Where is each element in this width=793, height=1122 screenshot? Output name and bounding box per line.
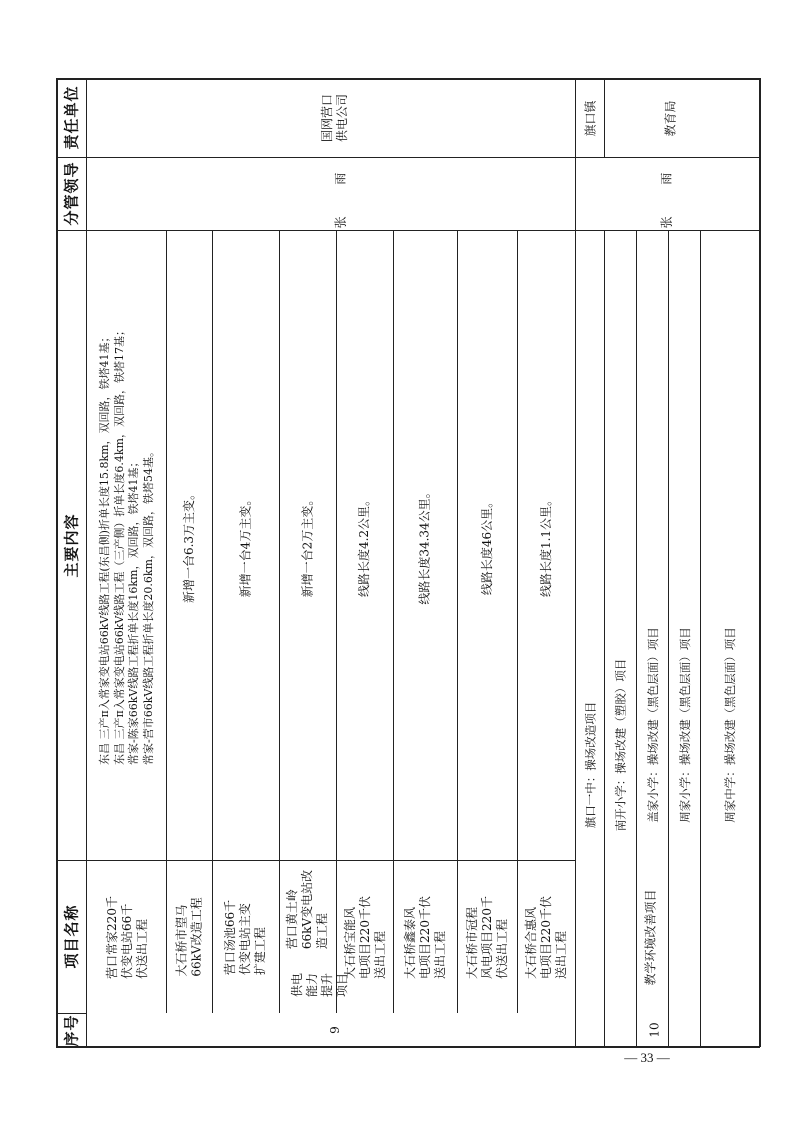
row9-item-6-content: 线路长度34.34公里。 (418, 485, 433, 605)
row10-unit-qikouzhen: 旗口镇 (583, 99, 598, 137)
row9-item-4-name: 营口黄土岭 66kV变电站改 造工程 (285, 869, 330, 950)
header-unit: 责任单位 (62, 85, 81, 150)
row9-item-1-content: 东昌 三产π入常家变电站66kV线路工程(东昌侧)折单长度15.8km，双回路，铁塔41基； 东昌 三产π入常家变电站66kV线路工程（三产侧）折单长度6.4km，双回路，铁塔17基； 常家-陈家66kV线路工程折单长度16km，双回路，铁塔41基； 常家-营市66kV线路工程折单长度20.6km，双回路，铁塔54基。 (98, 325, 155, 765)
page-number: — 33 — (624, 1050, 670, 1065)
row10-seq: 10 (648, 1022, 662, 1038)
row9-item-4-content: 新增一台2万主变。 (300, 493, 315, 597)
row10-item-4: 周家小学：操场改建（黑色层面）项目 (677, 627, 692, 823)
row10-item-5: 周家中学：操场改建（黑色层面）项目 (723, 627, 737, 823)
row10-item-2: 南开小学：操场改建（塑胶）项目 (613, 658, 628, 832)
row10-item-1: 旗口一中：操场改造项目 (583, 701, 597, 829)
row9-item-2-content: 新增一台6.3万主变。 (182, 487, 196, 603)
row9-item-2-name: 大石桥市望马 66kV改造工程 (174, 897, 204, 977)
row10-item-3: 盖家小学：操场改建（黑色层面）项目 (645, 627, 660, 823)
row9-seq: 9 (327, 1026, 342, 1034)
row9-item-1-name: 营口常家220千 伏变电站66千 伏送出工程 (104, 895, 149, 979)
header-name: 项目名称 (62, 904, 81, 969)
row10-unit-education-bureau: 教育局 (663, 99, 678, 137)
row10-leader: 张 雨 (659, 158, 674, 229)
header-leader: 分管领导 (62, 161, 81, 226)
header-content: 主要内容 (62, 512, 81, 578)
row9-leader: 张 雨 (333, 158, 348, 229)
row9-item-7-content: 线路长度46公里。 (480, 495, 494, 595)
row9-item-3-content: 新增一台4万主变。 (238, 493, 253, 597)
row9-item-5-content: 线路长度4.2公里。 (357, 493, 372, 597)
row9-item-3-name: 营口汤池66千 伏变电站主变 扩建工程 (223, 899, 268, 975)
row9-item-8-content: 线路长度1.1公里。 (539, 493, 553, 597)
row9-item-7-name: 大石桥市冠程 风电项目220千 伏送出工程 (465, 895, 509, 979)
row9-unit: 国网营口 供电公司 (319, 93, 349, 143)
row9-item-5-name: 大石桥宝能风 电项目220千伏 送出工程 (342, 895, 387, 979)
row10-name: 教学环境改善项目 (643, 888, 658, 986)
row9-category: 供电 能力 提升 项目 (289, 972, 349, 998)
row9-item-8-name: 大石桥合惠风 电项目220千伏 送出工程 (524, 895, 568, 979)
header-seq: 序号 (62, 1013, 81, 1047)
row9-item-6-name: 大石桥鑫泰风 电项目220千伏 送出工程 (403, 895, 447, 979)
